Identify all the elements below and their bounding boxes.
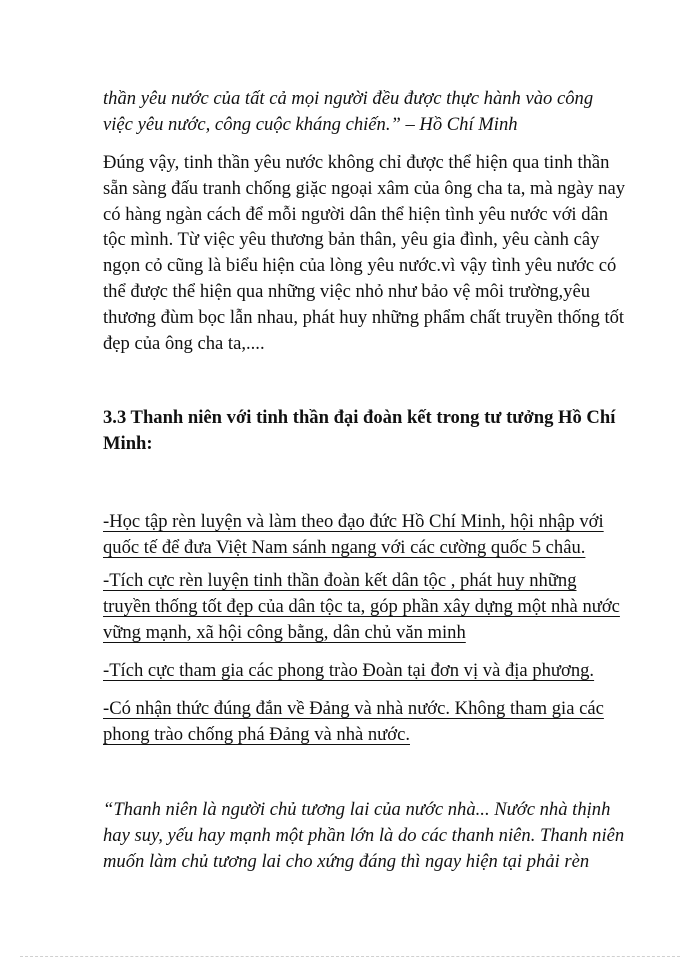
text-line: hay suy, yếu hay mạnh một phần lớn là do các thanh niên. Thanh niên (103, 824, 625, 846)
text-line: “Thanh niên là người chủ tương lai của nước nhà... Nước nhà thịnh (103, 799, 611, 820)
text-line: có hàng ngàn cách để mỗi người dân thể hiện tình yêu nước với dân (103, 203, 609, 225)
page-bottom-divider (20, 956, 680, 957)
text-line: tộc mình. Từ việc yêu thương bản thân, yêu gia đình, yêu cành cây (103, 229, 600, 251)
text-line: 3.3 Thanh niên với tinh thần đại đoàn kết trong tư tưởng Hồ Chí (103, 407, 616, 428)
text-line: sẵn sàng đấu tranh chống giặc ngoại xâm của ông cha ta, mà ngày nay (103, 177, 625, 199)
closing-quote (103, 797, 623, 874)
text-line: Đúng vậy, tinh thần yêu nước không chỉ được thể hiện qua tinh thần (103, 152, 610, 173)
quote-continuation (103, 86, 623, 138)
text-line: thể được thể hiện qua những việc nhỏ như bảo vệ môi trường,yêu (103, 280, 591, 302)
list-item (103, 658, 623, 684)
text-line: ngọn cỏ cũng là biểu hiện của lòng yêu nước.vì vậy tình yêu nước có (103, 255, 617, 277)
text-line: việc yêu nước, công cuộc kháng chiến.” – Hồ Chí Minh (103, 113, 518, 135)
body-paragraph (103, 150, 623, 356)
text-line: -Tích cực tham gia các phong trào Đoàn tại đơn vị và địa phương. (103, 660, 595, 681)
text-line: thần yêu nước của tất cả mọi người đều được thực hành vào công (103, 88, 594, 109)
text-line: đẹp của ông cha ta,.... (103, 332, 265, 354)
text-line: muốn làm chủ tương lai cho xứng đáng thì ngay hiện tại phải rèn (103, 850, 590, 872)
text-line: truyền thống tốt đẹp của dân tộc ta, góp phần xây dựng một nhà nước (103, 595, 620, 617)
text-line: Minh: (103, 432, 153, 454)
text-line: phong trào chống phá Đảng và nhà nước. (103, 723, 410, 745)
list-item (103, 509, 623, 561)
text-line: vững mạnh, xã hội công bằng, dân chủ văn minh (103, 621, 466, 643)
text-line: quốc tế để đưa Việt Nam sánh ngang với các cường quốc 5 châu. (103, 536, 586, 558)
text-line: -Tích cực rèn luyện tinh thần đoàn kết dân tộc , phát huy những (103, 570, 577, 591)
text-line: -Có nhận thức đúng đắn về Đảng và nhà nước. Không tham gia các (103, 698, 604, 719)
section-heading (103, 405, 623, 457)
text-line: -Học tập rèn luyện và làm theo đạo đức Hồ Chí Minh, hội nhập với (103, 511, 604, 532)
text-line: thương đùm bọc lẫn nhau, phát huy những phẩm chất truyền thống tốt (103, 306, 625, 328)
list-item (103, 568, 623, 645)
list-item (103, 696, 623, 748)
